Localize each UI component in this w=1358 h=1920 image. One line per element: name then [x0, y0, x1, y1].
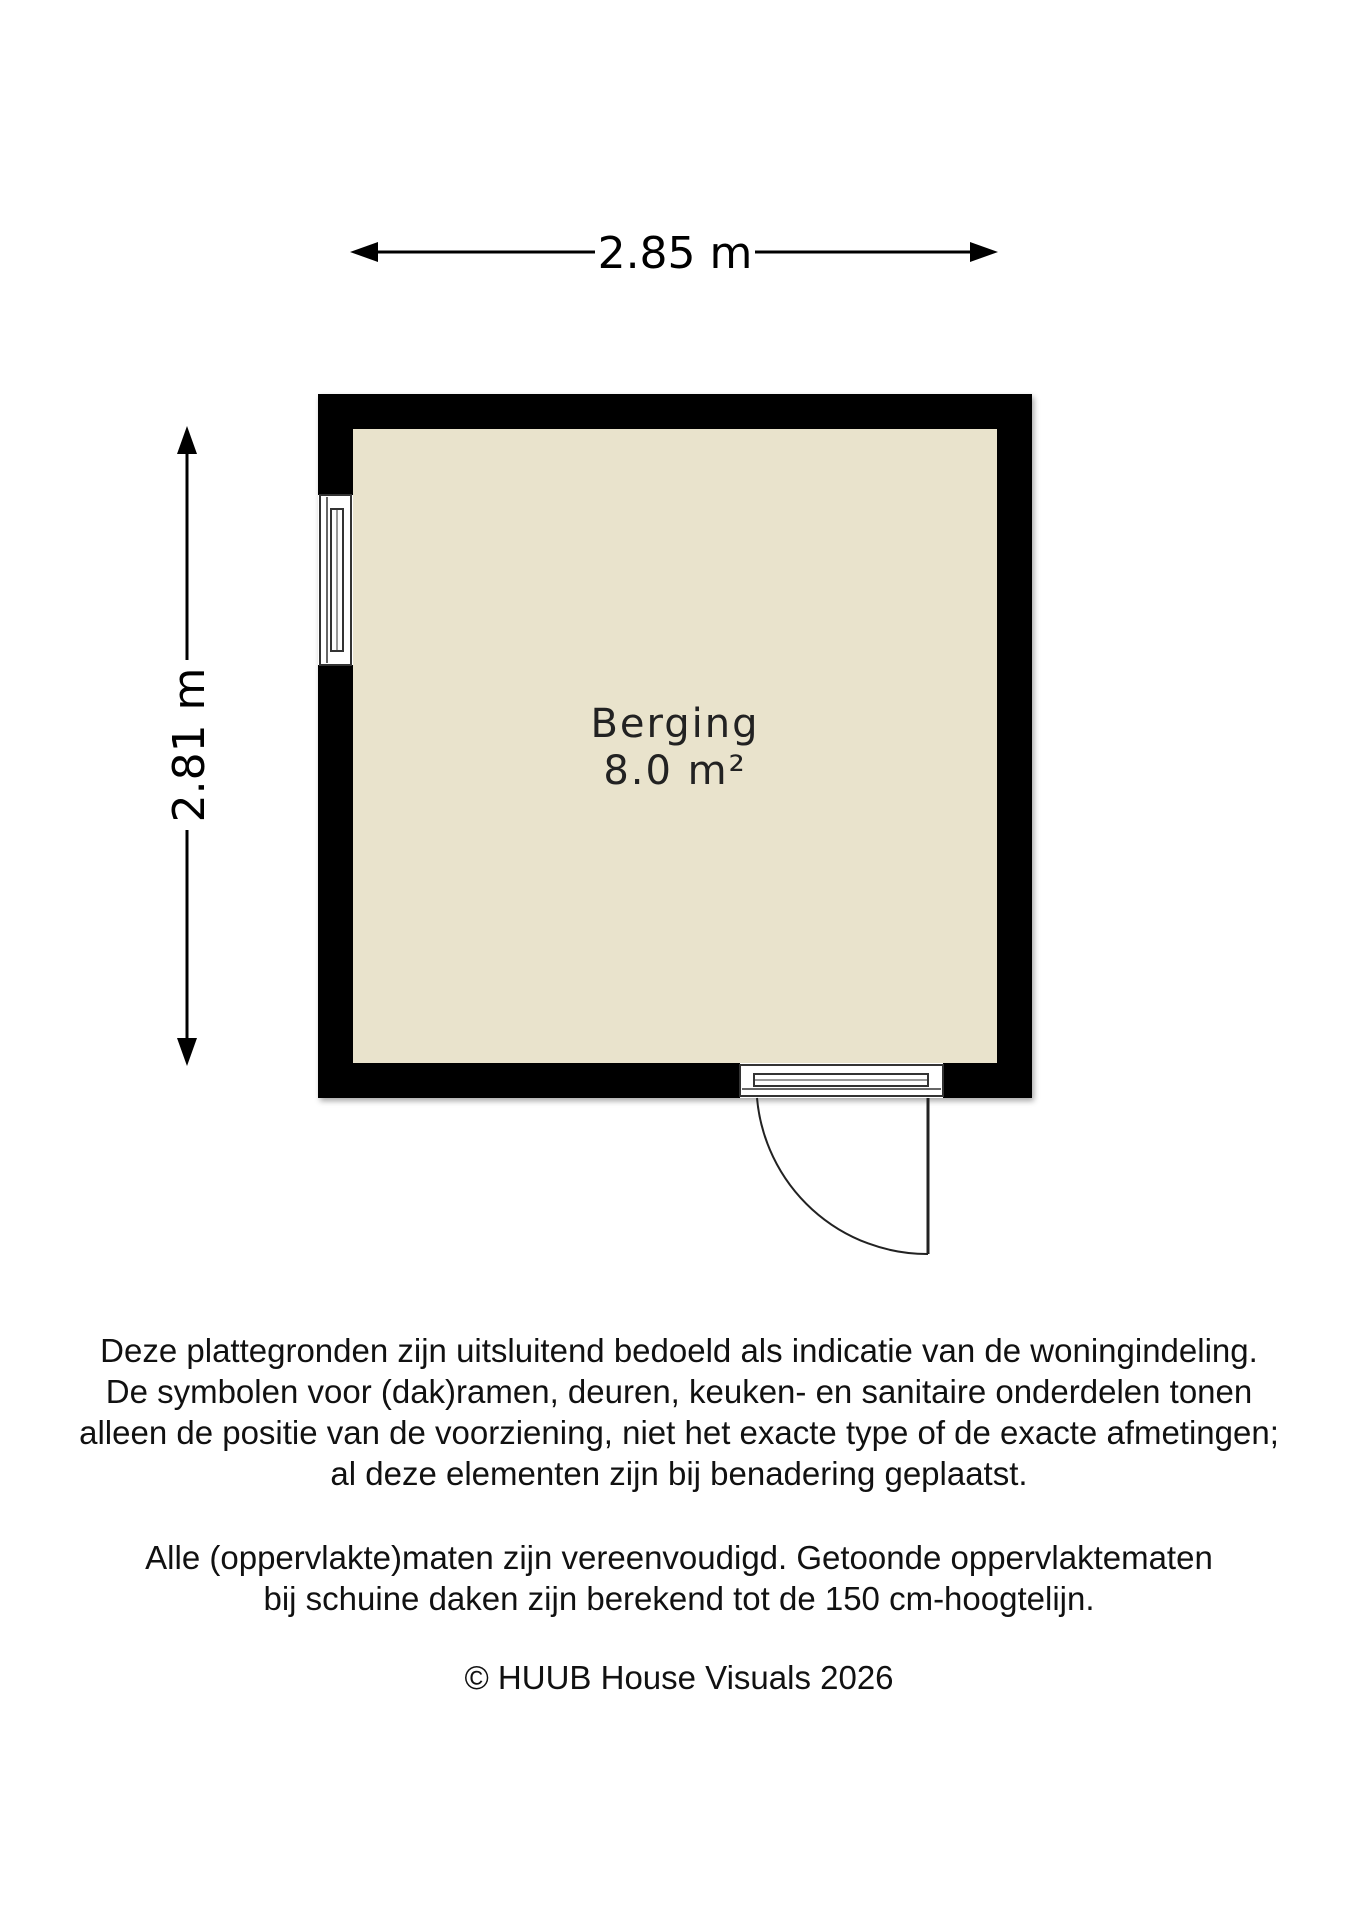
door-bottom-wall	[740, 1063, 943, 1254]
arrow-down-icon	[177, 1038, 197, 1066]
disclaimer-line: bij schuine daken zijn berekend tot de 150 cm-hoogtelijn.	[263, 1580, 1095, 1617]
disclaimer-line: alleen de positie van de voorziening, niet het exacte type of de exacte afmetingen;	[79, 1414, 1279, 1451]
disclaimer-line: Deze plattegronden zijn uitsluitend bedoeld als indicatie van de woningindeling.	[100, 1332, 1258, 1369]
height-dimension-label: 2.81 m	[164, 667, 215, 823]
disclaimer-paragraph-1	[0, 1330, 1358, 1494]
arrow-right-icon	[970, 242, 998, 262]
copyright-notice	[0, 1657, 1358, 1698]
width-dimension	[350, 228, 998, 279]
disclaimer-line: Alle (oppervlakte)maten zijn vereenvoudigd. Getoonde oppervlaktematen	[145, 1539, 1213, 1576]
disclaimer-line: De symbolen voor (dak)ramen, deuren, keuken- en sanitaire onderdelen tonen	[105, 1373, 1253, 1410]
arrow-up-icon	[177, 426, 197, 454]
room-area: 8.0 m²	[603, 748, 747, 794]
height-dimension	[164, 426, 215, 1066]
disclaimer-paragraph-2	[0, 1537, 1358, 1619]
door-swing-arc	[757, 1098, 928, 1254]
arrow-left-icon	[350, 242, 378, 262]
room-name: Berging	[590, 701, 760, 747]
copyright-text: © HUUB House Visuals 2026	[464, 1659, 894, 1696]
disclaimer-line: al deze elementen zijn bij benadering geplaatst.	[330, 1455, 1028, 1492]
window-opening	[318, 495, 353, 665]
window-left-wall	[318, 495, 353, 665]
width-dimension-label: 2.85 m	[597, 228, 753, 279]
